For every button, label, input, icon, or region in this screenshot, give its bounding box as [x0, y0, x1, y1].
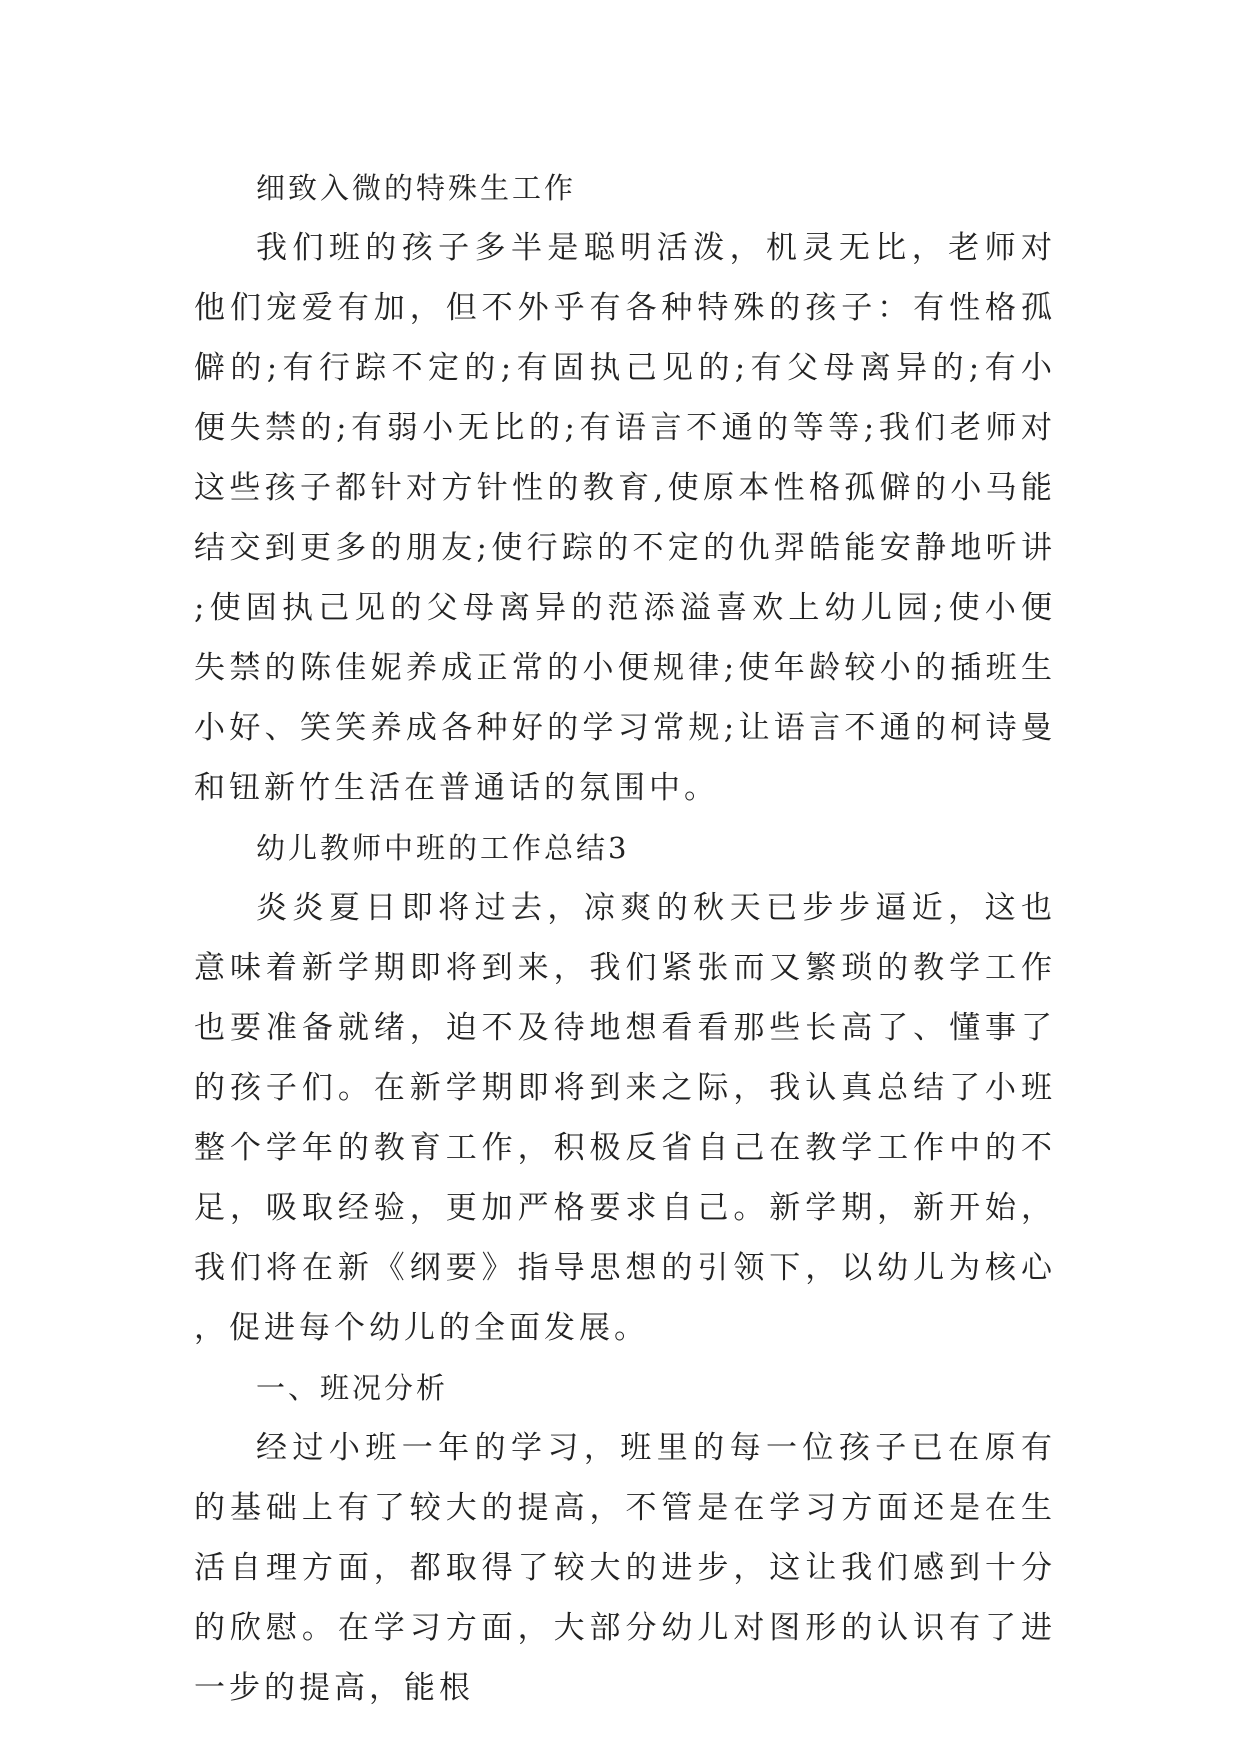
section-heading: 一、班况分析: [256, 1371, 449, 1405]
section-heading: 幼儿教师中班的工作总结3: [256, 831, 630, 865]
body-paragraph: 经过小班一年的学习，班里的每一位孩子已在原有的基础上有了较大的提高，不管是在学习方面还是在生活自理方面，都取得了较大的进步，这让我们感到十分的欣慰。在学习方面，大部分幼儿对图形的认识有了进一步的提高，能根: [194, 1430, 1056, 1706]
document-body: [194, 158, 1056, 1718]
section-heading: 细致入微的特殊生工作: [256, 171, 577, 205]
body-paragraph: 我们班的孩子多半是聪明活泼，机灵无比，老师对他们宠爱有加，但不外乎有各种特殊的孩子：有性格孤僻的;有行踪不定的;有固执己见的;有父母离异的;有小便失禁的;有弱小无比的;有语言不通的等等;我们老师对这些孩子都针对方针性的教育,使原本性格孤僻的小马能结交到更多的朋友;使行踪的不定的仇羿皓能安静地听讲;使固执己见的父母离异的范添溢喜欢上幼儿园;使小便失禁的陈佳妮养成正常的小便规律;使年龄较小的插班生小好、笑笑养成各种好的学习常规;让语言不通的柯诗曼和钮新竹生活在普通话的氛围中。: [194, 230, 1056, 806]
body-paragraph: 炎炎夏日即将过去，凉爽的秋天已步步逼近，这也意味着新学期即将到来，我们紧张而又繁琐的教学工作也要准备就绪，迫不及待地想看看那些长高了、懂事了的孩子们。在新学期即将到来之际，我认真总结了小班整个学年的教育工作，积极反省自己在教学工作中的不足，吸取经验，更加严格要求自己。新学期，新开始，我们将在新《纲要》指导思想的引领下，以幼儿为核心，促进每个幼儿的全面发展。: [194, 890, 1056, 1346]
